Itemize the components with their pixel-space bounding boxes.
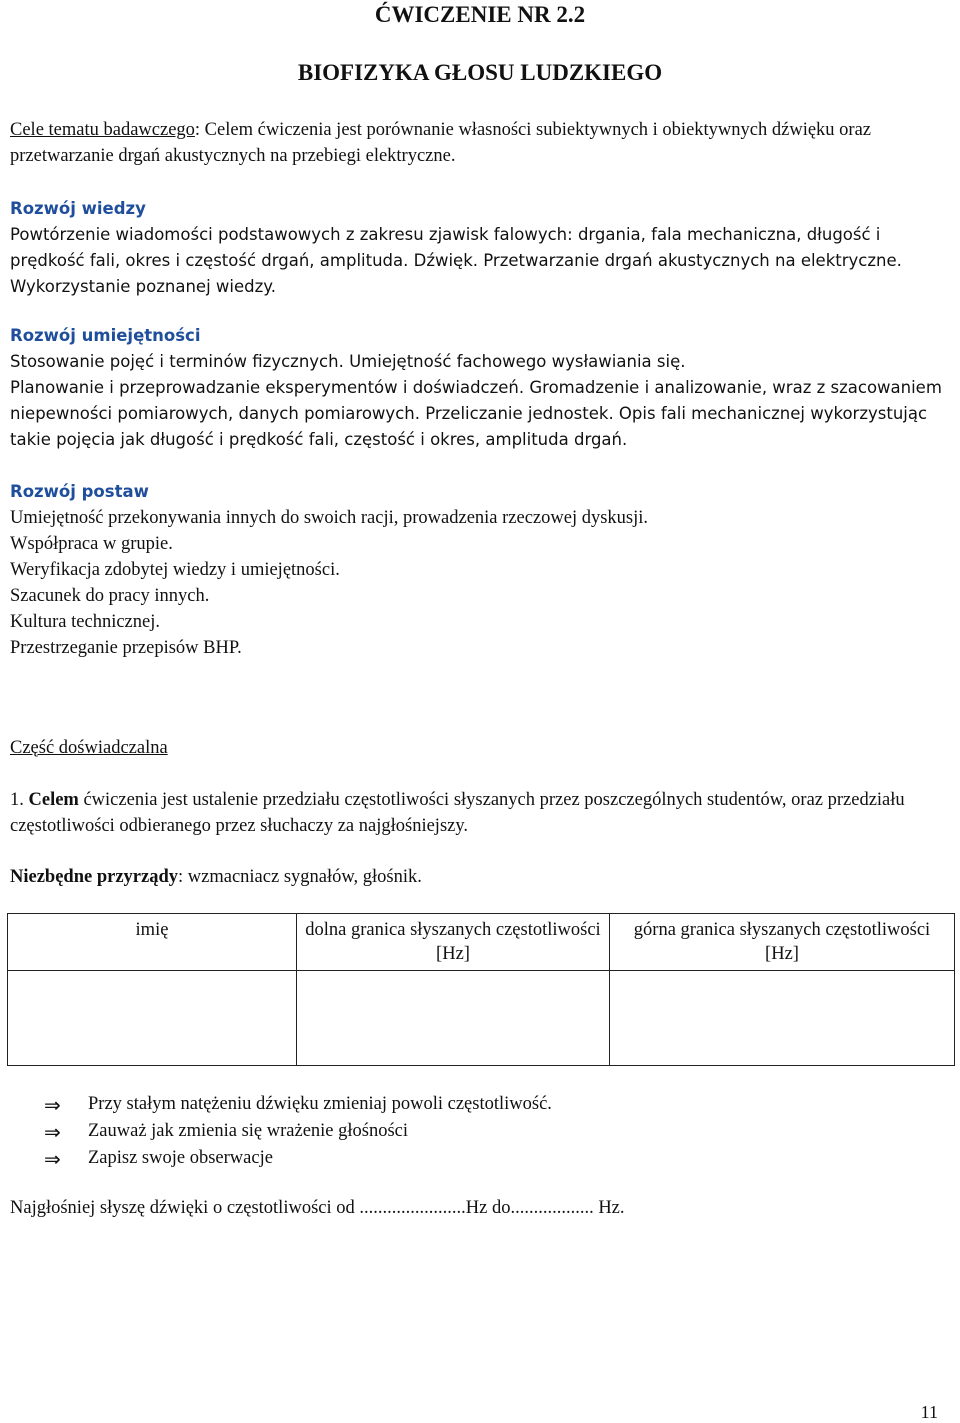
skills-line-1: Stosowanie pojęć i terminów fizycznych. Umiejętność fachowego wysławiania się.	[10, 352, 686, 371]
table-row	[8, 971, 955, 1066]
skills-heading: Rozwój umiejętności	[10, 326, 201, 345]
exercise-subtitle: BIOFIZYKA GŁOSU LUDZKIEGO	[297, 60, 663, 85]
list-item	[44, 1118, 944, 1145]
list-item: Weryfikacja zdobytej wiedzy i umiejętności.	[10, 560, 340, 580]
list-item: Szacunek do pracy innych.	[10, 586, 210, 606]
aim-paragraph	[10, 787, 955, 839]
goals-paragraph	[10, 117, 955, 169]
knowledge-text: Powtórzenie wiadomości podstawowych z zakresu zjawisk falowych: drgania, fala mechaniczna, długość i prędkość fali, okres i częstość drgań, amplituda. Dźwięk. Przetwarzanie drgań akustycznych na elektryczne. Wykorzystanie poznanej wiedzy.	[10, 225, 902, 296]
equipment-text: : wzmacniacz sygnałów, głośnik.	[178, 867, 422, 887]
exercise-title: ĆWICZENIE NR 2.2	[374, 2, 586, 27]
skills-line-2: Planowanie i przeprowadzanie eksperymentów i doświadczeń. Gromadzenie i analizowanie, wraz z szacowaniem niepewności pomiarowych, danych pomiarowych. Przeliczanie jednostek. Opis fali mechanicznej wykorzystując takie pojęcia jak długość i prędkość fali, częstość i okres, amplituda drgań.	[10, 378, 942, 449]
list-item	[44, 1145, 944, 1172]
step-text: Zauważ jak zmienia się wrażenie głośności	[88, 1121, 409, 1141]
aim-number: 1.	[10, 790, 29, 810]
attitudes-list	[10, 505, 955, 661]
list-item: Przestrzeganie przepisów BHP.	[10, 638, 242, 658]
double-arrow-icon: ⇒	[44, 1119, 61, 1144]
header-name: imię	[8, 914, 297, 971]
step-text: Zapisz swoje obserwacje	[88, 1148, 273, 1168]
list-item: Umiejętność przekonywania innych do swoich racji, prowadzenia rzeczowej dyskusji.	[10, 508, 649, 528]
header-upper-bound: górna granica słyszanych częstotliwości [Hz]	[610, 914, 955, 971]
goals-label: Cele tematu badawczego	[10, 120, 195, 140]
conclusion-line: Najgłośniej słyszę dźwięki o częstotliwości od .......................Hz do.................. Hz.	[10, 1198, 625, 1218]
equipment-label: Niezbędne przyrządy	[10, 867, 179, 887]
aim-text: ćwiczenia jest ustalenie przedziału częstotliwości słyszanych przez poszczególnych studentów, oraz przedziału częstotliwości odbieranego przez słuchaczy za najgłośniejszy.	[10, 790, 905, 836]
header-lower-bound: dolna granica słyszanych częstotliwości [Hz]	[297, 914, 610, 971]
attitudes-heading: Rozwój postaw	[10, 482, 149, 501]
list-item: Współpraca w grupie.	[10, 534, 173, 554]
aim-label: Celem	[28, 790, 79, 810]
table-header-row	[8, 914, 955, 971]
experimental-heading: Część doświadczalna	[10, 738, 168, 758]
equipment-paragraph	[10, 864, 955, 890]
knowledge-heading: Rozwój wiedzy	[10, 199, 146, 218]
list-item: Kultura technicznej.	[10, 612, 160, 632]
goals-text: : Celem ćwiczenia jest porównanie własności subiektywnych i obiektywnych dźwięku oraz przetwarzanie drgań akustycznych na przebiegi elektryczne.	[10, 120, 872, 166]
list-item	[44, 1091, 944, 1118]
double-arrow-icon: ⇒	[44, 1146, 61, 1171]
double-arrow-icon: ⇒	[44, 1092, 61, 1117]
table-cell[interactable]	[610, 971, 955, 1066]
table-cell[interactable]	[297, 971, 610, 1066]
observation-table	[7, 913, 955, 1066]
table-cell[interactable]	[8, 971, 297, 1066]
page-number: 11	[920, 1402, 938, 1422]
step-text: Przy stałym natężeniu dźwięku zmieniaj powoli częstotliwość.	[88, 1094, 552, 1114]
steps-list	[44, 1091, 944, 1172]
